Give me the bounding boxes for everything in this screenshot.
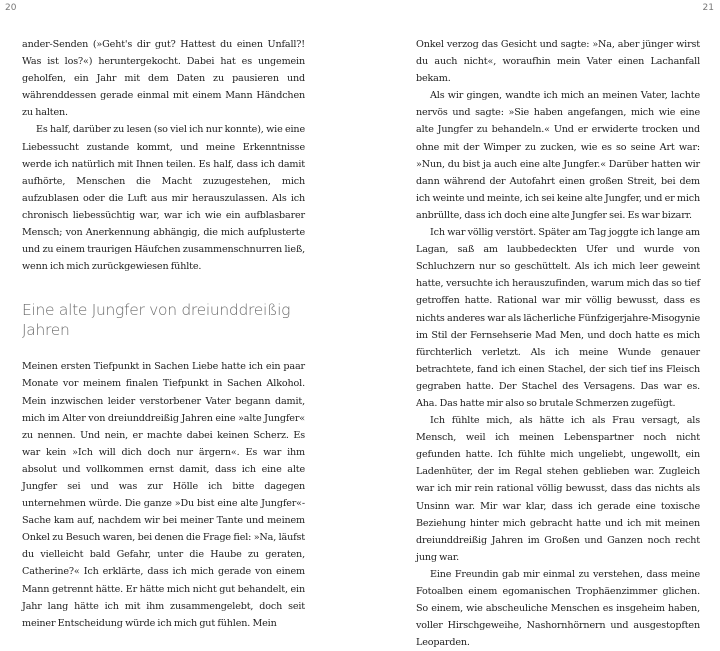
section-heading: Eine alte Jungfer von dreiunddreißig Jahren (22, 301, 291, 340)
left-paragraph-3: Meinen ersten Tiefpunkt in Sachen Liebe hatte ich ein paar Monate vor meinem finalen Tiefpunkt in Sachen Alkohol. Mein inzwischen leider verstorbener Vater begann damit, mich im Alter von dreiunddreißig Jahren eine »alte Jungfer« zu nennen. Und nein, er machte dabei keinen Scherz. Es war kein »Ich will dich doch nur ärgern«. Es war ihm absolut und vollkommen ernst damit, dass ich eine alte Jungfer sei und was zur Hölle ich bitte dagegen unternehmen würde. Die ganze »Du bist eine alte Jungfer«-Sache kam auf, nachdem wir bei meiner Tante und meinem Onkel zu Besuch waren, bei denen die Frage fiel: »Na, läufst du vielleicht bald Gefahr, unter die Haube zu geraten, Catherine?« Ich erklärte, dass ich mich gerade von einem Mann getrennt hätte. Er hätte mich nicht gut behandelt, ein Jahr lang hätte ich mit ihm zusammengelebt, doch seit meiner Entscheidung würde ich mich gut fühlen. Mein (22, 361, 305, 629)
right-page-column (416, 36, 700, 651)
right-paragraph-1: Onkel verzog das Gesicht und sagte: »Na, aber jünger wirst du auch nicht«, woraufhin mein Vater einen Lachanfall bekam. (416, 39, 700, 85)
page-number-right: 21 (702, 3, 714, 13)
right-paragraph-3: Ich war völlig verstört. Später am Tag joggte ich lange am Lagan, saß am laubbedeckten Ufer und wurde von Schluchzern nur so geschüttelt. Als ich mich leer geweint hatte, versuchte ich herauszufinden, warum mich das so tief getroffen hatte. Rational war mir völlig bewusst, dass es nichts anderes war als lächerliche Fünfzigerjahre-Misogynie im Stil der Fernsehserie Mad Men, und doch hatte es mich fürchterlich verletzt. Als ich meine Wunde genauer betrachtete, fand ich einen Stachel, der sich tief ins Fleisch gegraben hatte. Der Stachel des Versagens. Das war es. Aha. Das hatte mir also so brutale Schmerzen zugefügt. (416, 227, 700, 409)
right-paragraph-4: Ich fühlte mich, als hätte ich als Frau versagt, als Mensch, weil ich meinen Lebenspartner noch nicht gefunden hatte. Ich fühlte mich ungeliebt, ungewollt, ein Ladenhüter, der im Regal stehen geblieben war. Zugleich war ich mir rein rational völlig bewusst, dass das nichts als Unsinn war. Mir war klar, dass ich gerade eine toxische Beziehung hinter mich gebracht hatte und ich mit meinen dreiunddreißig Jahren im Großen und Ganzen noch recht jung war. (416, 415, 700, 563)
right-paragraph-5: Eine Freundin gab mir einmal zu verstehen, dass meine Fotoalben einem egomanischen Trophäenzimmer glichen. So einem, wie abscheuliche Menschen es insgeheim haben, voller Hirschgeweihe, Nashornhörnern und ausgestopften Leoparden. (416, 568, 700, 649)
left-page-column (22, 36, 305, 632)
page-number-left: 20 (5, 3, 17, 13)
right-paragraph-2: Als wir gingen, wandte ich mich an meinen Vater, lachte nervös und sagte: »Sie haben angefangen, mich wie eine alte Jungfer zu behandeln.« Und er erwiderte trocken und ohne mit der Wimper zu zucken, wie es so seine Art war: »Nun, du bist ja auch eine alte Jungfer.« Darüber hatten wir dann während der Autofahrt einen großen Streit, bei dem ich weinte und meinte, ich sei keine alte Jungfer, und er mich anbrüllte, dass ich doch eine alte Jungfer sei. Es war bizarr. (416, 90, 700, 221)
left-paragraph-1: ander-Senden (»Geht's dir gut? Hattest du einen Unfall?! Was ist los?«) heruntergekocht. Dabei hat es ungemein geholfen, ein Jahr mit dem Daten zu pausieren und währenddessen gerade einmal mit einem Mann Händchen zu halten. (22, 39, 305, 119)
left-paragraph-2: Es half, darüber zu lesen (so viel ich nur konnte), wie eine Liebessucht zustande kommt, und meine Erkenntnisse werde ich natürlich mit Ihnen teilen. Es half, dass ich damit aufhörte, Menschen die Macht zuzugestehen, mich aufzublasen oder die Luft aus mir herauszulassen. Als ich chronisch liebessüchtig war, war ich wie ein aufblasbarer Mensch; von Anerkennung abhängig, die mich aufplusterte und zu einem traurigen Häufchen zusammenschnurren ließ, wenn ich mich zurückgewiesen fühlte. (22, 124, 305, 273)
